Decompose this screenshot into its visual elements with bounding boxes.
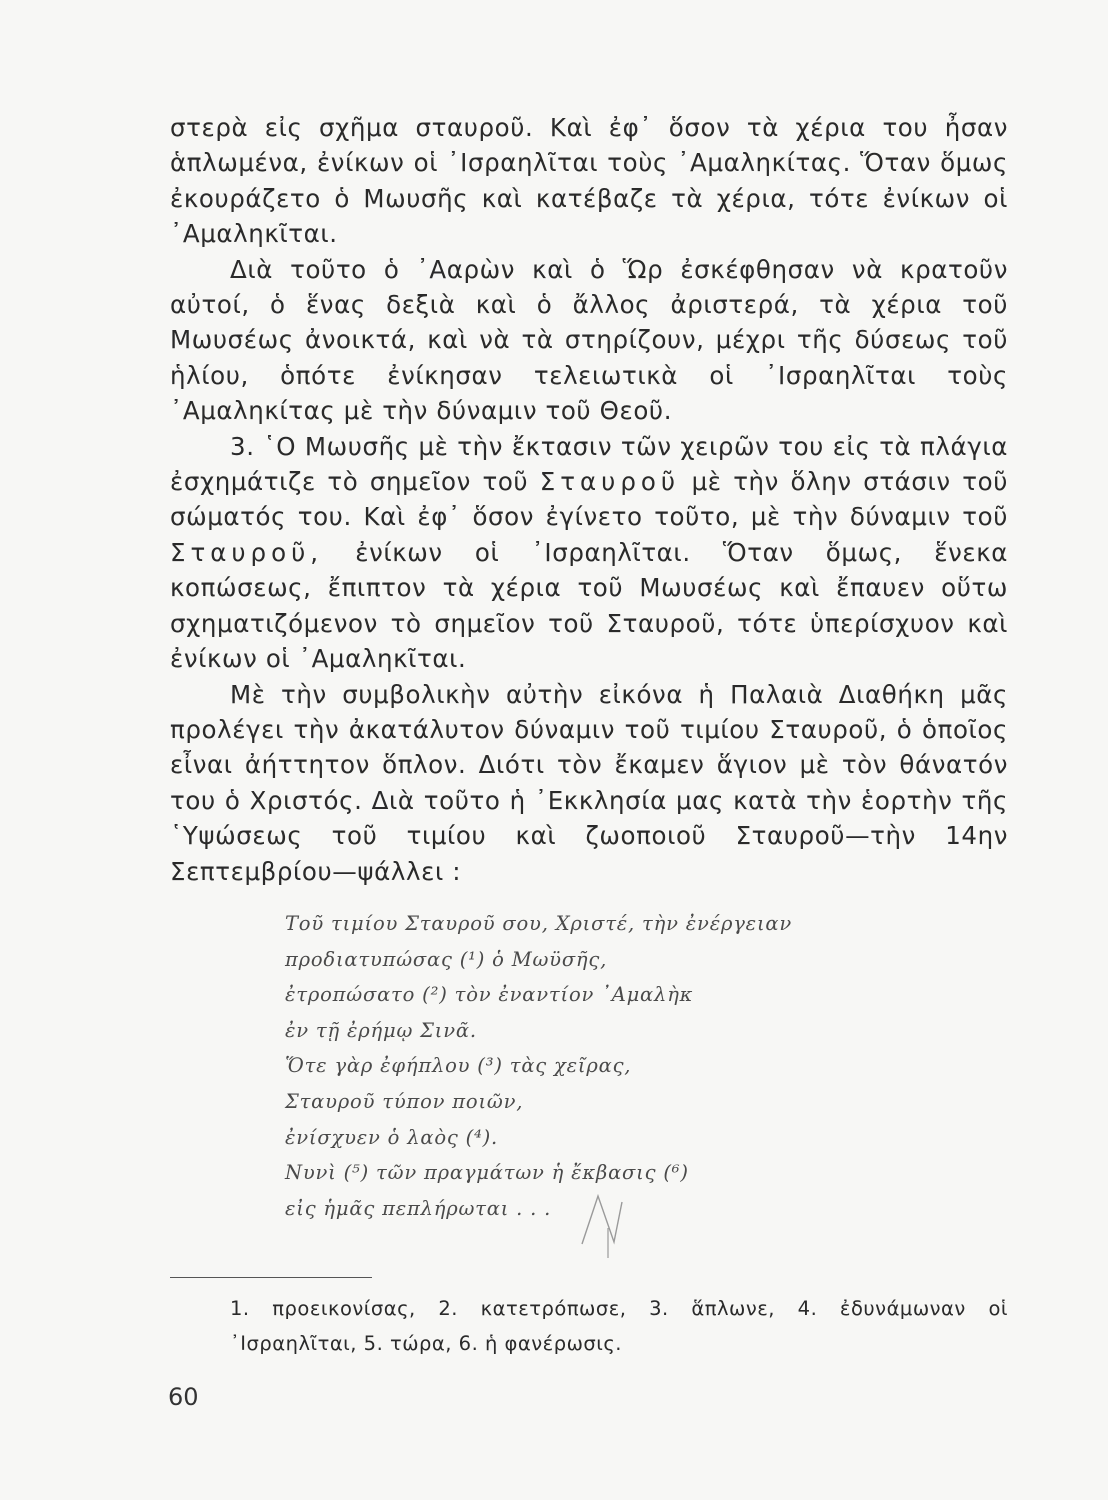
paragraph-3-part-a: 3. ῾Ο Μωυσῆς μὲ τὴν ἔκτασιν τῶν χειρῶν του εἰς τὰ πλάγια ἐσχημάτιζε τὸ σημεῖον τοῦ — [170, 431, 1008, 497]
paragraph-3-part-b: μὲ τὴν ὅλην στάσιν τοῦ σώματός του. Καὶ ἐφ᾽ ὅσον ἐγίνετο τοῦτο, μὲ τὴν δύναμιν τοῦ — [170, 467, 1008, 532]
paragraph-2: Διὰ τοῦτο ὁ ᾽Ααρὼν καὶ ὁ Ὥρ ἐσκέφθησαν νὰ κρατοῦν αὐτοί, ὁ ἕνας δεξιὰ καὶ ὁ ἄλλος ἀριστερά, τὰ χέρια τοῦ Μωυσέως ἀνοικτά, καὶ νὰ τὰ στηρίζουν, μέχρι τῆς δύσεως τοῦ ἡλίου, ὁπότε ἐνίκησαν τελειωτικὰ οἱ ᾽Ισραηλῖται τοὺς ᾽Αμαληκίτας μὲ τὴν δύναμιν τοῦ Θεοῦ. — [170, 254, 1008, 426]
footnote-text: 1. προεικονίσας, 2. κατετρόπωσε, 3. ἅπλωνε, 4. ἐδυνάμωναν οἱ ᾽Ισραηλῖται, 5. τώρα, 6. ἡ φανέρωσις. — [230, 1297, 1008, 1355]
footnotes — [170, 1291, 1008, 1361]
paragraph-3-part-c: ἐνίκων οἱ ᾽Ισραηλῖται. Ὅταν ὅμως, ἕνεκα κοπώσεως, ἔπιπτον τὰ χέρια τοῦ Μωυσέως καὶ ἔπαυεν οὕτω σχηματιζόμενον τὸ σημεῖον τοῦ Σταυροῦ, τότε ὑπερίσχυον καὶ ἐνίκων οἱ ᾽Αμαληκῖται. — [170, 537, 1008, 674]
spaced-word-stavrou-2: Σταυροῦ, — [170, 537, 324, 567]
hymn-quotation — [285, 906, 985, 1226]
hymn-line: Ὅτε γὰρ ἐφήπλου (³) τὰς χεῖρας, — [285, 1054, 632, 1078]
pencil-mark-icon — [578, 1192, 628, 1262]
spaced-word-stavrou-1: Σταυροῦ — [539, 467, 681, 497]
hymn-line: ἐνίσχυεν ὁ λαὸς (⁴). — [285, 1125, 499, 1149]
hymn-line: Τοῦ τιμίου Σταυροῦ σου, Χριστέ, τὴν ἐνέργειαν — [285, 912, 793, 935]
hymn-line: Νυνὶ (⁵) τῶν πραγμάτων ἡ ἔκβασις (⁶) — [285, 1161, 689, 1185]
footnote-divider — [170, 1277, 372, 1278]
hymn-line: εἰς ἡμᾶς πεπλήρωται . . . — [285, 1196, 552, 1220]
hymn-line: προδιατυπώσας (¹) ὁ Μωϋσῆς, — [285, 947, 608, 971]
hymn-line: Σταυροῦ τύπον ποιῶν, — [285, 1089, 524, 1113]
hymn-line: ἐν τῇ ἐρήμῳ Σινᾶ. — [285, 1018, 477, 1042]
paragraph-4: Μὲ τὴν συμβολικὴν αὐτὴν εἰκόνα ἡ Παλαιὰ Διαθήκη μᾶς προλέγει τὴν ἀκατάλυτον δύναμιν τοῦ τιμίου Σταυροῦ, ὁ ὁποῖος εἶναι ἀήττητον ὅπλον. Διότι τὸν ἔκαμεν ἅγιον μὲ τὸν θάνατόν του ὁ Χριστός. Διὰ τοῦτο ἡ ᾽Εκκλησία μας κατὰ τὴν ἑορτὴν τῆς ῾Υψώσεως τοῦ τιμίου καὶ ζωοποιοῦ Σταυροῦ—τὴν 14ην Σεπτεμβρίου—ψάλλει : — [170, 679, 1008, 886]
paragraph-3 — [170, 429, 1008, 677]
hymn-line: ἐτροπώσατο (²) τὸν ἐναντίον ᾽Αμαλὴκ — [285, 983, 694, 1007]
paragraph-1: στερὰ εἰς σχῆμα σταυροῦ. Καὶ ἐφ᾽ ὅσον τὰ χέρια του ἦσαν ἁπλωμένα, ἐνίκων οἱ ᾽Ισραηλῖται τοὺς ᾽Αμαληκίτας. Ὅταν ὅμως ἐκουράζετο ὁ Μωυσῆς καὶ κατέβαζε τὰ χέρια, τότε ἐνίκων οἱ ᾽Αμαληκῖται. — [170, 113, 1008, 249]
page-number: 60 — [168, 1383, 199, 1411]
main-text — [170, 110, 1008, 889]
